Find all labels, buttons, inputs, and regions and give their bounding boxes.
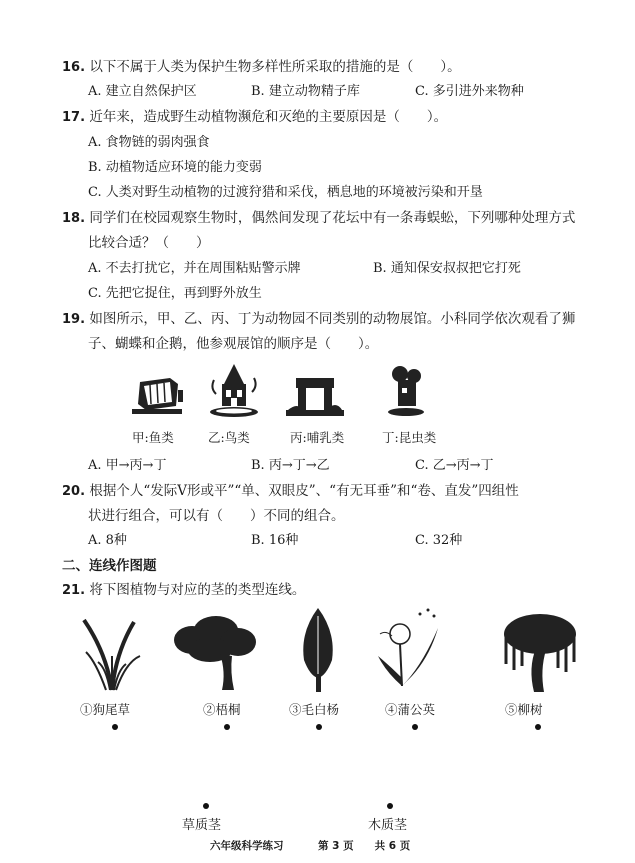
connect-dot-willow[interactable] xyxy=(535,724,541,730)
q19-option-c: C. 乙→丙→丁 xyxy=(415,458,494,473)
question-17 xyxy=(62,108,447,127)
question-stem: 将下图植物与对应的茎的类型连线。 xyxy=(89,582,306,598)
question-number: 21. xyxy=(62,583,86,598)
hall-caption-bird: 乙:鸟类 xyxy=(208,430,250,445)
plant-label-poplar: ③毛白杨 xyxy=(289,702,340,717)
hall-caption-insect: 丁:昆虫类 xyxy=(382,430,437,445)
bird-hall-icon xyxy=(208,362,260,420)
q18-option-a: A. 不去打扰它，并在周围粘贴警示牌 xyxy=(88,261,301,276)
q16-option-b: B. 建立动物精子库 xyxy=(251,84,360,99)
connect-dot-paulownia[interactable] xyxy=(224,724,230,730)
plant-label-willow: ⑤柳树 xyxy=(505,702,543,717)
question-number: 19. xyxy=(62,312,86,327)
question-16 xyxy=(62,58,461,77)
question-21 xyxy=(62,581,305,600)
stem-type-woody: 木质茎 xyxy=(368,818,408,833)
connect-dot-herbaceous[interactable] xyxy=(203,803,209,809)
question-20 xyxy=(62,482,519,501)
question-number: 16. xyxy=(62,60,86,75)
q17-option-c: C. 人类对野生动植物的过渡狩猎和采伐，栖息地的环境被污染和开垦 xyxy=(88,185,483,200)
question-number: 17. xyxy=(62,110,86,125)
q20-option-b: B. 16种 xyxy=(251,533,299,548)
connect-dot-woody[interactable] xyxy=(387,803,393,809)
question-number: 18. xyxy=(62,211,86,226)
question-stem: 根据个人“发际V形或平”“单、双眼皮”、“有无耳垂”和“卷、直发”四组性 xyxy=(89,483,519,499)
foxtail-grass-icon xyxy=(76,612,148,690)
connect-dot-foxtail[interactable] xyxy=(112,724,118,730)
insect-hall-icon xyxy=(386,364,426,418)
stem-type-herbaceous: 草质茎 xyxy=(182,818,222,833)
question-20-stem-cont: 状进行组合，可以有（ ）不同的组合。 xyxy=(88,508,345,524)
hall-caption-fish: 甲:鱼类 xyxy=(132,430,174,445)
q19-option-b: B. 丙→丁→乙 xyxy=(251,458,330,473)
fish-hall-icon xyxy=(130,376,184,416)
plant-label-foxtail: ①狗尾草 xyxy=(80,702,131,717)
q17-option-a: A. 食物链的弱肉强食 xyxy=(88,135,210,150)
q16-option-c: C. 多引进外来物种 xyxy=(415,84,524,99)
question-stem: 同学们在校园观察生物时，偶然间发现了花坛中有一条毒蜈蚣，下列哪种处理方式 xyxy=(89,210,576,226)
q20-option-c: C. 32种 xyxy=(415,533,463,548)
mammal-hall-icon xyxy=(286,374,344,418)
question-stem: 以下不属于人类为保护生物多样性所采取的措施的是（ ）。 xyxy=(89,59,461,75)
section-title: 二、连线作图题 xyxy=(62,558,157,574)
question-number: 20. xyxy=(62,484,86,499)
q16-option-a: A. 建立自然保护区 xyxy=(88,84,197,99)
willow-tree-icon xyxy=(500,612,580,692)
q18-option-c: C. 先把它捉住，再到野外放生 xyxy=(88,286,262,301)
question-18 xyxy=(62,209,575,228)
question-19-stem-cont: 子、蝴蝶和企鹅，他参观展馆的顺序是（ ）。 xyxy=(88,336,379,352)
question-stem: 近年来，造成野生动植物濒危和灭绝的主要原因是（ ）。 xyxy=(89,109,448,125)
q19-option-a: A. 甲→丙→丁 xyxy=(88,458,167,473)
question-18-stem-cont: 比较合适？（ ） xyxy=(88,235,210,251)
question-19 xyxy=(62,310,575,329)
connect-dot-poplar[interactable] xyxy=(316,724,322,730)
q17-option-b: B. 动植物适应环境的能力变弱 xyxy=(88,160,262,175)
footer-page-number: 第 3 页 共 6 页 xyxy=(318,840,411,852)
paulownia-tree-icon xyxy=(172,614,258,690)
dandelion-icon xyxy=(372,606,446,692)
hall-caption-mammal: 丙:哺乳类 xyxy=(290,430,345,445)
q18-option-b: B. 通知保安叔叔把它打死 xyxy=(373,261,521,276)
q20-option-a: A. 8种 xyxy=(88,533,127,548)
plant-label-paulownia: ②梧桐 xyxy=(203,702,241,717)
connect-dot-dandelion[interactable] xyxy=(412,724,418,730)
footer-subject: 六年级科学练习 xyxy=(210,840,284,852)
plant-label-dandelion: ④蒲公英 xyxy=(385,702,436,717)
question-stem: 如图所示，甲、乙、丙、丁为动物园不同类别的动物展馆。小科同学依次观看了狮 xyxy=(89,311,576,327)
poplar-tree-icon xyxy=(298,606,338,692)
